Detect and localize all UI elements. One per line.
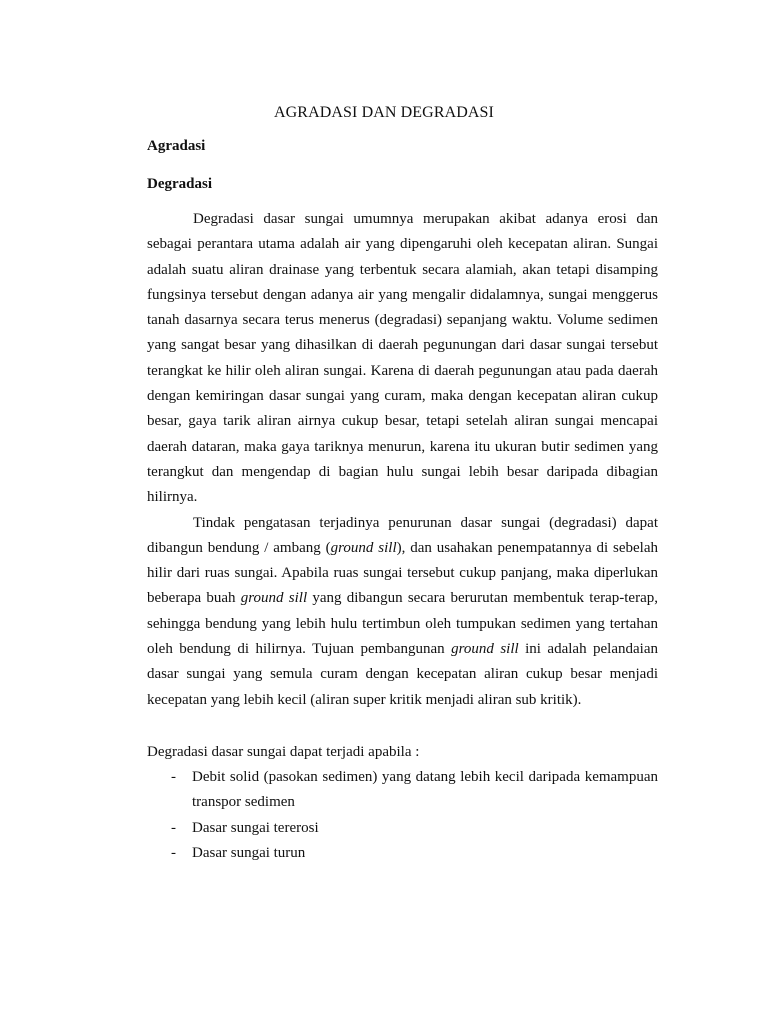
paragraph-2: [147, 511, 658, 713]
paragraph-2-text: ini adalah pelandaian dasar sungai yang semula curam dengan kecepatan aliran cukup besar menjadi kecepatan yang lebih kecil (aliran super kritik menjadi aliran sub kritik).: [147, 641, 658, 708]
document-title: AGRADASI DAN DEGRADASI: [274, 104, 494, 121]
body-text: [147, 207, 658, 713]
term-ground-sill: ground sill: [240, 590, 308, 607]
list-dash: -: [171, 844, 176, 861]
paragraph-2-text: Tindak pengatasan terjadinya penurunan dasar sungai (degradasi) dapat dibangun bendung / ambang (: [147, 514, 658, 556]
condition-list: [147, 765, 658, 866]
term-ground-sill: ground sill: [330, 539, 397, 556]
list-item: [147, 816, 658, 841]
term-ground-sill: ground sill: [451, 641, 519, 658]
paragraph-2-text: ), dan usahakan penempatannya di sebelah hilir dari ruas sungai. Apabila ruas sungai tersebut cukup panjang, maka diperlukan beberapa buah: [147, 539, 658, 607]
paragraph-1: Degradasi dasar sungai umumnya merupakan akibat adanya erosi dan sebagai perantara utama adalah air yang dipengaruhi oleh kecepatan aliran. Sungai adalah suatu aliran drainase yang terbentuk secara alamiah, akan tetapi disamping fungsinya tersebut dengan adanya air yang mengalir didalamnya, sungai menggerus tanah dasarnya secara terus menerus (degradasi) sepanjang waktu. Volume sedimen yang sangat besar yang dihasilkan di daerah pegunungan dari dasar sungai tersebut terangkat ke hilir oleh aliran sungai. Karena di daerah pegunungan atau pada daerah dengan kemiringan dasar sungai yang curam, maka dengan kecepatan aliran cukup besar, gaya tarik aliran airnya cukup besar, tetapi setelah aliran sungai mencapai daerah dataran, maka gaya tariknya menurun, karena itu ukuran butir sedimen yang terangkut dan mengendap di bagian hulu sungai lebih besar daripada dibagian hilirnya.: [147, 211, 658, 506]
list-item-text: Dasar sungai turun: [192, 844, 306, 861]
list-item-text: Debit solid (pasokan sedimen) yang datang lebih kecil daripada kemampuan transpor sedimen: [192, 769, 658, 811]
list-dash: -: [171, 819, 176, 836]
list-item-text: Dasar sungai tererosi: [192, 819, 319, 836]
paragraph-2-text: yang dibangun secara berurutan membentuk terap-terap, sehingga bendung yang lebih hulu tertimbun oleh tumpukan sedimen yang tertahan oleh bendung di hilirnya. Tujuan pembangunan: [147, 590, 658, 658]
heading-degradasi: Degradasi: [147, 176, 212, 192]
list-dash: -: [171, 769, 176, 785]
heading-agradasi: Agradasi: [147, 138, 206, 154]
list-item: [147, 841, 658, 866]
list-intro: Degradasi dasar sungai dapat terjadi apabila :: [147, 744, 420, 760]
list-item: [147, 765, 658, 816]
